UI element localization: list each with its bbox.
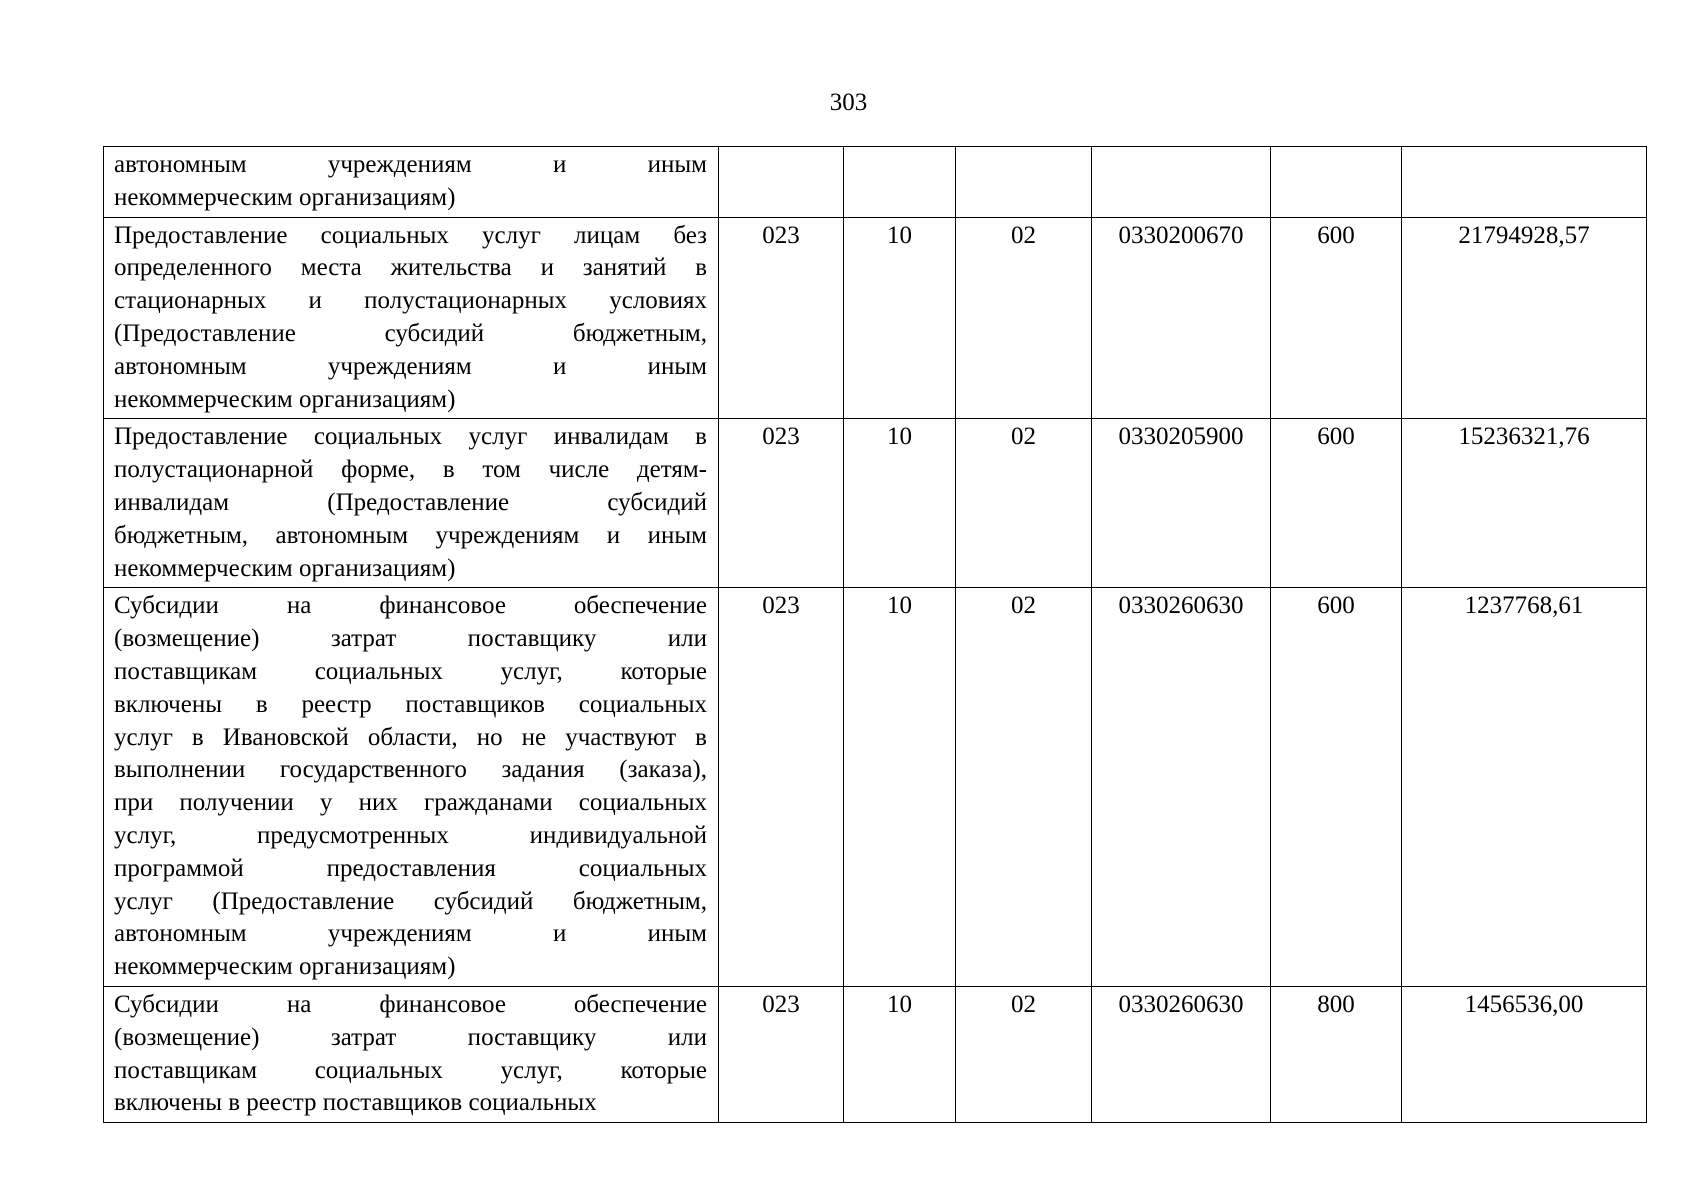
section-code-cell xyxy=(844,147,956,218)
amount-cell: 21794928,57 xyxy=(1402,217,1647,419)
table-row xyxy=(104,986,1647,1122)
description-line: (возмещение) затрат поставщику или xyxy=(114,1023,707,1051)
expense-type-code-cell: 600 xyxy=(1271,217,1402,419)
description-line: поставщикам социальных услуг, которые xyxy=(114,1056,707,1084)
ministry-code-cell: 023 xyxy=(719,588,844,987)
table-body xyxy=(104,147,1647,1123)
page-number: 303 xyxy=(829,89,868,116)
subsection-code-cell xyxy=(956,147,1092,218)
subsection-code-cell: 02 xyxy=(956,217,1092,419)
description-line: Субсидии на финансовое обеспечение xyxy=(114,592,707,620)
description-line: некоммерческим организациям) xyxy=(114,953,456,981)
amount-cell xyxy=(1402,147,1647,218)
description-line: некоммерческим организациям) xyxy=(114,554,456,582)
description-cell xyxy=(104,217,719,419)
target-item-code-cell: 0330200670 xyxy=(1092,217,1271,419)
description-line: включены в реестр поставщиков социальных xyxy=(114,690,707,718)
ministry-code-cell: 023 xyxy=(719,419,844,588)
ministry-code-cell: 023 xyxy=(719,217,844,419)
expense-type-code-cell xyxy=(1271,147,1402,218)
description-line: автономным учреждениям и иным xyxy=(114,352,707,380)
expense-type-code-cell: 600 xyxy=(1271,588,1402,987)
description-line: выполнении государственного задания (заказа), xyxy=(114,756,707,784)
subsection-code-cell: 02 xyxy=(956,588,1092,987)
ministry-code-cell xyxy=(719,147,844,218)
expense-type-code-cell: 800 xyxy=(1271,986,1402,1122)
description-line: Субсидии на финансовое обеспечение xyxy=(114,990,707,1018)
section-code-cell: 10 xyxy=(844,217,956,419)
section-code-cell: 10 xyxy=(844,986,956,1122)
target-item-code-cell xyxy=(1092,147,1271,218)
description-line: полустационарной форме, в том числе детям- xyxy=(114,456,707,484)
description-line: некоммерческим организациям) xyxy=(114,385,456,413)
description-cell xyxy=(104,588,719,987)
description-line: услуг, предусмотренных индивидуальной xyxy=(114,821,707,849)
description-cell xyxy=(104,986,719,1122)
description-line: услуг в Ивановской области, но не участвуют в xyxy=(114,723,707,751)
description-line: поставщикам социальных услуг, которые xyxy=(114,657,707,685)
amount-cell: 1456536,00 xyxy=(1402,986,1647,1122)
description-line: стационарных и полустационарных условиях xyxy=(114,287,707,315)
description-cell xyxy=(104,419,719,588)
subsection-code-cell: 02 xyxy=(956,419,1092,588)
description-line: определенного места жительства и занятий в xyxy=(114,254,707,282)
description-line: (Предоставление субсидий бюджетным, xyxy=(114,319,707,347)
description-line: (возмещение) затрат поставщику или xyxy=(114,625,707,653)
target-item-code-cell: 0330205900 xyxy=(1092,419,1271,588)
target-item-code-cell: 0330260630 xyxy=(1092,588,1271,987)
description-line: при получении у них гражданами социальных xyxy=(114,789,707,817)
description-line: Предоставление социальных услуг инвалидам в xyxy=(114,423,707,451)
target-item-code-cell: 0330260630 xyxy=(1092,986,1271,1122)
expense-type-code-cell: 600 xyxy=(1271,419,1402,588)
table-row xyxy=(104,419,1647,588)
description-line: программой предоставления социальных xyxy=(114,854,707,882)
subsection-code-cell: 02 xyxy=(956,986,1092,1122)
section-code-cell: 10 xyxy=(844,419,956,588)
section-code-cell: 10 xyxy=(844,588,956,987)
ministry-code-cell: 023 xyxy=(719,986,844,1122)
amount-cell: 1237768,61 xyxy=(1402,588,1647,987)
table-row xyxy=(104,147,1647,218)
table-row xyxy=(104,588,1647,987)
budget-table xyxy=(103,146,1647,1123)
description-line: Предоставление социальных услуг лицам без xyxy=(114,221,707,249)
description-line: автономным учреждениям и иным xyxy=(114,151,707,178)
description-cell xyxy=(104,147,719,218)
description-line: инвалидам (Предоставление субсидий xyxy=(114,488,707,516)
description-line: услуг (Предоставление субсидий бюджетным, xyxy=(114,887,707,915)
table-row xyxy=(104,217,1647,419)
description-line: бюджетным, автономным учреждениям и иным xyxy=(114,521,707,549)
description-line: некоммерческим организациям) xyxy=(114,183,456,211)
description-line: автономным учреждениям и иным xyxy=(114,920,707,948)
description-line: включены в реестр поставщиков социальных xyxy=(114,1089,597,1117)
amount-cell: 15236321,76 xyxy=(1402,419,1647,588)
